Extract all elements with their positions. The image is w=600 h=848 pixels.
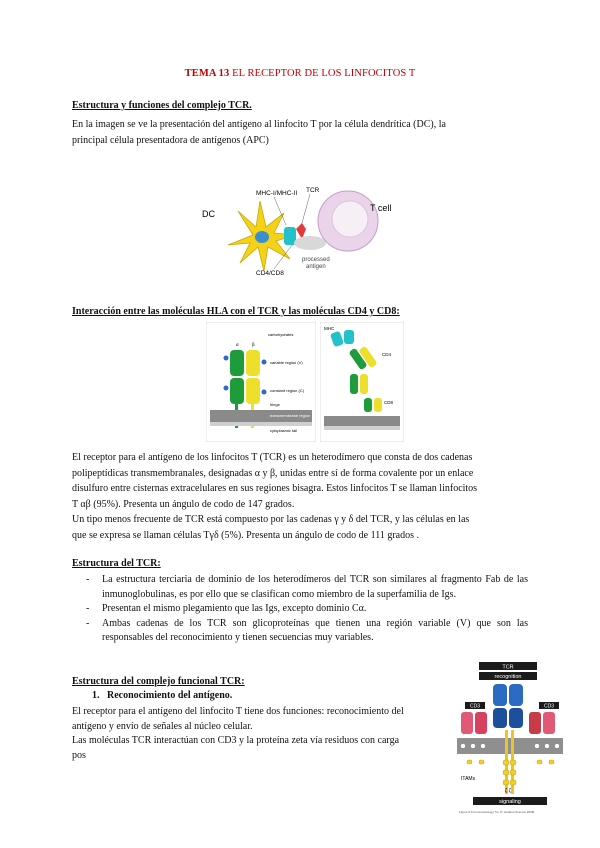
processed-label-1: processed — [302, 257, 330, 263]
s5-line1: El receptor para el antígeno del linfocito T tiene dos funciones: reconocimiento del — [72, 706, 404, 717]
antigen-presentation-figure — [198, 183, 416, 281]
cd4cd8-label: CD4/CD8 — [256, 270, 284, 277]
p1-line1: El receptor para el antígeno de los linfocitos T (TCR) es un heterodímero que consta de dos cadenas — [72, 452, 473, 463]
constant-label: constant region (C) — [270, 388, 305, 393]
alpha-constant-domain — [230, 378, 244, 404]
page-title — [0, 68, 600, 79]
alpha-variable-domain — [230, 350, 244, 376]
cd4-label: CD4 — [382, 352, 392, 357]
beta-variable-domain — [246, 350, 260, 376]
section1-line1: En la imagen se ve la presentación del antígeno al linfocito T por la célula dendrítica (DC), la — [72, 119, 446, 130]
membrane-label: transmembrane region — [270, 413, 311, 418]
tcr-description — [72, 450, 528, 543]
p1-line2: polipeptídicas transmembranales, designadas α y β, unidas entre sí de forma covalente por un enlace — [72, 467, 474, 479]
s5-line2: antígeno y envío de señales al núcleo celular. — [72, 720, 253, 732]
mhc2-label: MHC — [324, 326, 335, 331]
section5-heading: Estructura del complejo funcional TCR: — [72, 676, 245, 687]
tcell-label: T cell — [370, 203, 392, 213]
s5-line3: Las moléculas TCR interactúan con CD3 y la proteína zeta vía residuos con carga — [72, 735, 400, 746]
carb-label: carbohydrates — [268, 332, 294, 337]
figure-caption: Figure 6-6 Immunobiology 7/e (© Garland Science 2008) — [459, 810, 535, 814]
processed-antigen — [294, 236, 326, 250]
tail-label: cytoplasmic tail — [270, 428, 298, 433]
cd3-right-label: CD3 — [543, 703, 555, 710]
beta-constant-domain — [246, 378, 260, 404]
title-rest: EL RECEPTOR DE LOS LINFOCITOS T — [229, 68, 416, 79]
mhc-label: MHC-I/MHC-II — [256, 190, 298, 197]
s5-line4: pos — [72, 749, 86, 761]
hinge-label: hinge — [270, 402, 280, 407]
p1-line3: disulfuro entre cisternas extracelulares en sus regiones bisagra. Estos linfocitos T se llaman linfocitos — [72, 483, 478, 494]
variable-label: variable region (V) — [270, 360, 303, 365]
section4-heading: Estructura del TCR: — [72, 558, 161, 569]
section1-text — [72, 117, 528, 148]
tcr-label: TCR — [306, 187, 320, 194]
list-item: - La estructura terciaria de dominio de los heterodímeros del TCR son similares al fragmento Fab de las inmunoglobulinas, es por ello que se clasifican como miembro de la superfamilia de Igs. — [86, 574, 528, 600]
beta-label: β — [252, 342, 255, 347]
list-item: - Ambas cadenas de los TCR son glicoproteínas que tienen una región variable (V) que son las responsables del reconocimiento y tienen secuencias muy variables. — [86, 617, 528, 643]
t-cell — [318, 191, 378, 251]
tcr-structure-figure — [206, 322, 316, 442]
zeta-label: ζ ζ — [505, 788, 511, 794]
section1-heading: Estructura y funciones del complejo TCR. — [72, 100, 252, 111]
tcr-structure-list — [72, 573, 528, 646]
subheading-1: 1. Reconocimiento del antígeno. — [92, 690, 233, 701]
p2-line1: Un tipo menos frecuente de TCR está compuesto por las cadenas γ y δ del TCR, y las células en las — [72, 514, 470, 525]
p1-line4: T αβ (95%). Presenta un ángulo de codo de 147 grados. — [72, 498, 295, 510]
processed-label-2: antigen — [306, 264, 326, 270]
list-item: - Presentan el mismo plegamiento que las Igs, excepto dominio Cα. — [86, 603, 367, 614]
section1-line2: principal célula presentadora de antígenos (APC) — [72, 134, 269, 146]
cd8-label: CD8 — [384, 400, 394, 405]
section2-heading: Interacción entre las moléculas HLA con el TCR y las moléculas CD4 y CD8: — [72, 306, 400, 317]
p2-line2: que se expresa se llaman células Tγδ (5%). Presenta un ángulo de codo de 111 grados . — [72, 529, 419, 541]
title-prefix: TEMA 13 — [184, 68, 230, 79]
tcr-header: TCR — [502, 664, 514, 671]
cd3-left-label: CD3 — [469, 703, 481, 710]
dc-label: DC — [202, 209, 215, 219]
alpha-label: α — [236, 342, 239, 347]
signaling-label: signaling — [499, 799, 521, 805]
cd4-cd8-figure — [320, 322, 404, 442]
tcr-complex-figure — [455, 660, 565, 816]
itams-label: ITAMs — [461, 776, 476, 782]
recognition-label: recognition — [494, 674, 522, 680]
section5-text — [72, 705, 452, 763]
